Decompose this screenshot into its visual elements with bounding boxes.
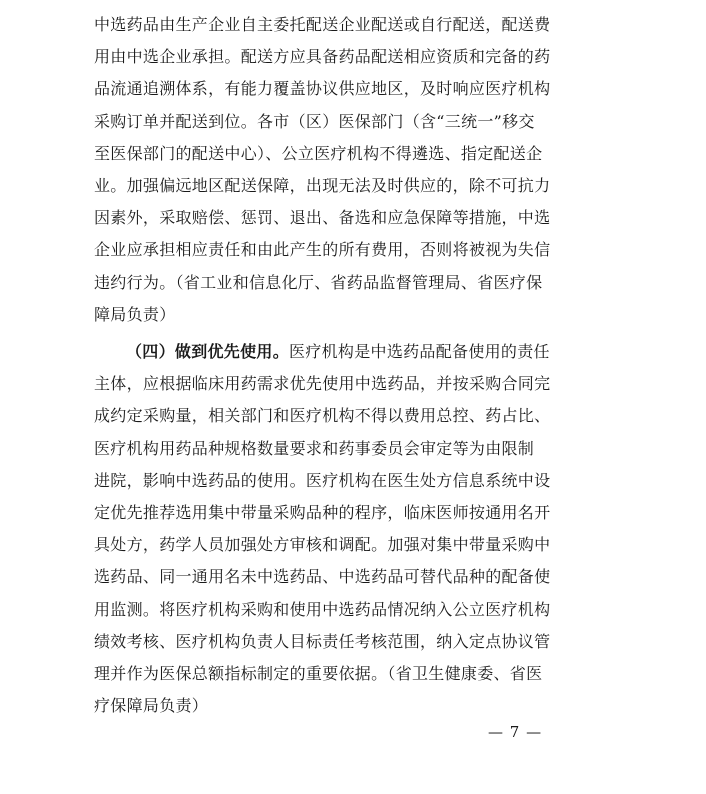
- paragraph-priority-use: [94, 336, 574, 722]
- text-line: 违约行为。（省工业和信息化厅、省药品监督管理局、省医疗保: [94, 272, 543, 292]
- text-line: 企业应承担相应责任和由此产生的所有费用，否则将被视为失信: [94, 240, 551, 260]
- text-line: 业。加强偏远地区配送保障，出现无法及时供应的，除不可抗力: [94, 175, 551, 195]
- paragraph-first-line: [94, 336, 574, 368]
- text-line: 采购订单并配送到位。各市（区）医保部门（含“三统一”移交: [94, 111, 535, 131]
- text-line: 障局负责）: [94, 304, 176, 324]
- text-line: 进院，影响中选药品的使用。医疗机构在医生处方信息系统中设: [94, 470, 551, 490]
- text-line: 定优先推荐选用集中带量采购品种的程序，临床医师按通用名开: [94, 502, 551, 522]
- text-line: 因素外，采取赔偿、惩罚、退出、备选和应急保障等措施，中选: [94, 208, 551, 228]
- text-line-start: 医疗机构是中选药品配备使用的责任: [289, 342, 550, 361]
- text-line: 用由中选企业承担。配送方应具备药品配送相应资质和完备的药: [94, 47, 551, 67]
- text-line: 中选药品由生产企业自主委托配送企业配送或自行配送，配送费: [94, 15, 551, 34]
- page-number: — 7 —: [488, 723, 543, 741]
- text-line: 疗保障局负责）: [94, 696, 209, 716]
- text-line: 品流通追溯体系，有能力覆盖协议供应地区，及时响应医疗机构: [94, 79, 551, 99]
- text-line: 至医保部门的配送中心）、公立医疗机构不得遴选、指定配送企: [94, 143, 543, 163]
- text-line: 成约定采购量，相关部门和医疗机构不得以费用总控、药占比、: [94, 406, 551, 426]
- paragraph-delivery: [94, 9, 574, 331]
- text-line: 选药品、同一通用名未中选药品、中选药品可替代品种的配备使: [94, 567, 551, 587]
- section-heading: （四）做到优先使用。: [126, 342, 290, 361]
- text-line: 医疗机构用药品种规格数量要求和药事委员会审定等为由限制: [94, 438, 535, 458]
- text-line: 主体，应根据临床用药需求优先使用中选药品，并按采购合同完: [94, 374, 551, 394]
- text-line: 具处方，药学人员加强处方审核和调配。加强对集中带量采购中: [94, 535, 551, 555]
- text-line: 理并作为医保总额指标制定的重要依据。（省卫生健康委、省医: [94, 663, 543, 683]
- text-line: 绩效考核、医疗机构负责人目标责任考核范围，纳入定点协议管: [94, 631, 551, 651]
- text-line: 用监测。将医疗机构采购和使用中选药品情况纳入公立医疗机构: [94, 599, 551, 619]
